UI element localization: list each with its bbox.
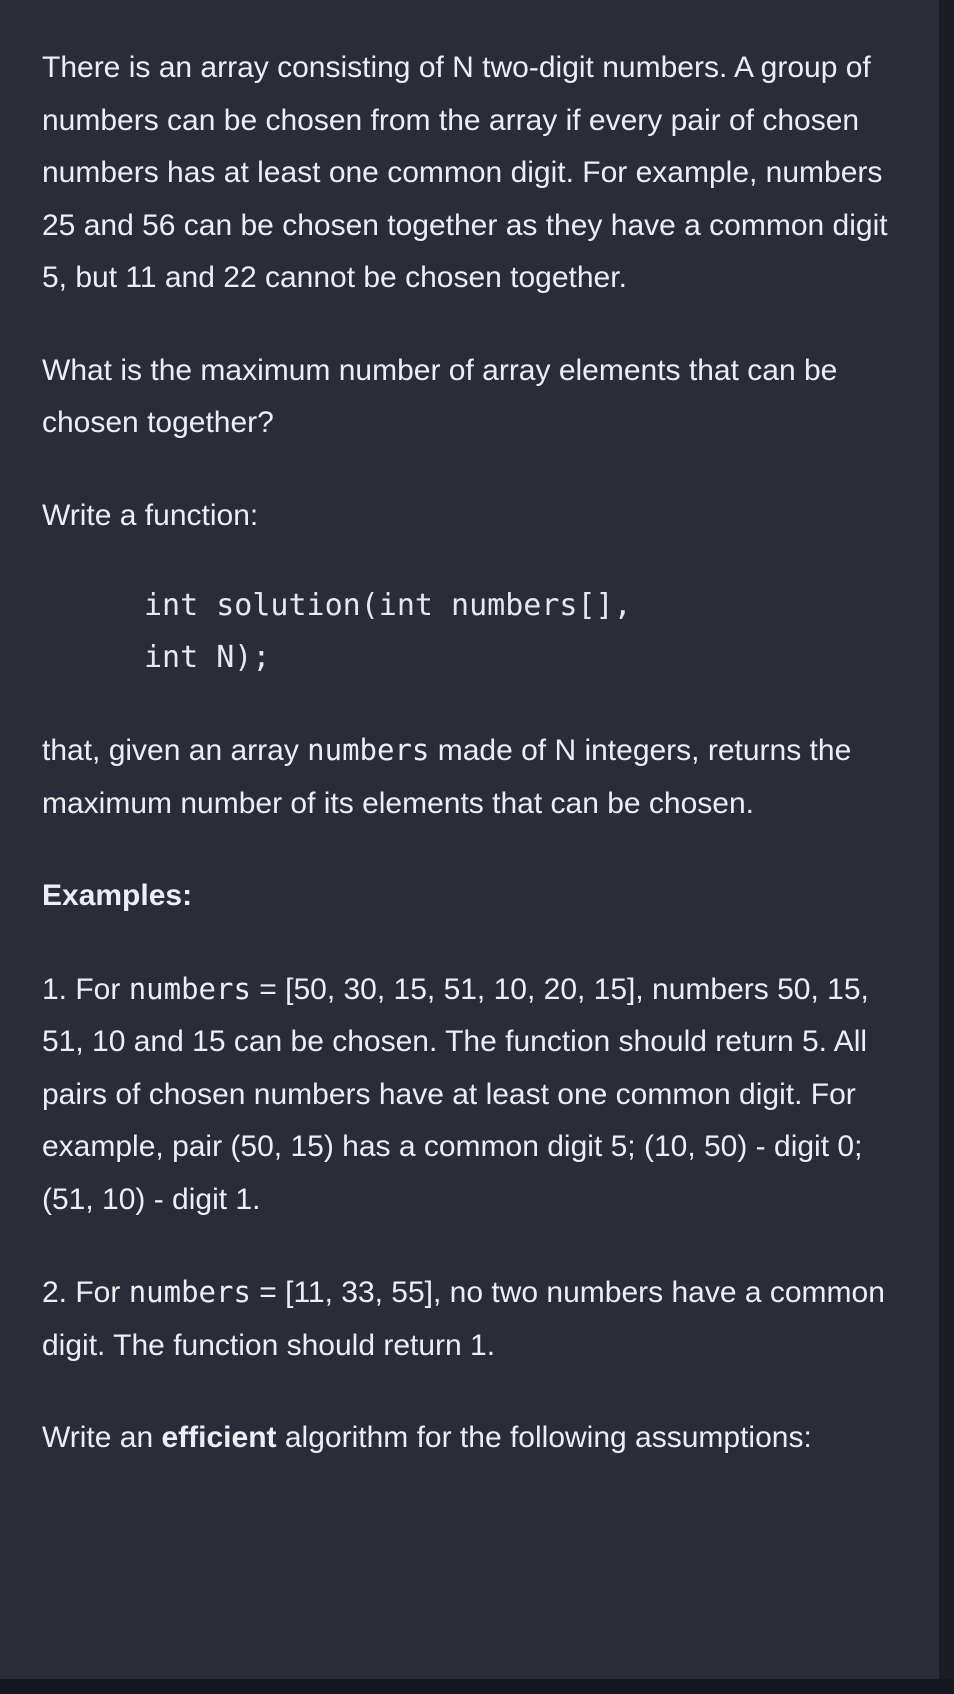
text: made of N integers, returns the maximum number of its elements that can be chosen.: [42, 734, 852, 820]
code-line: int N);: [144, 640, 271, 675]
question-paragraph: What is the maximum number of array elements that can be chosen together?: [42, 353, 838, 439]
text: 2. For: [42, 1276, 129, 1309]
text: = [11, 33, 55], no two numbers have a common digit. The function should return 1.: [42, 1276, 885, 1362]
example-1: [42, 963, 902, 1227]
text: that, given an array: [42, 734, 308, 767]
right-edge: [939, 0, 954, 1694]
emphasis: efficient: [161, 1421, 277, 1454]
inline-code: numbers: [128, 1275, 251, 1309]
bottom-edge: [0, 1679, 954, 1694]
inline-code: numbers: [307, 733, 430, 767]
text: Write an: [42, 1421, 162, 1454]
example-2: [42, 1266, 902, 1372]
text: 1. For: [42, 972, 129, 1006]
text: algorithm for the following assumptions:: [276, 1421, 812, 1454]
problem-statement: [42, 42, 902, 1465]
write-function-label: Write a function:: [42, 498, 259, 532]
function-description: [42, 724, 902, 830]
code-line: int solution(int numbers[],: [144, 588, 632, 623]
intro-paragraph: There is an array consisting of N two-digit numbers. A group of numbers can be chosen from the array if every pair of chosen numbers has at least one common digit. For example, numbers 25 and 56 can be chosen together as they have a common digit 5, but 11 and 22 cannot be chosen together.: [42, 51, 888, 294]
function-signature: [144, 580, 902, 684]
assumptions-intro: [42, 1412, 902, 1465]
inline-code: numbers: [128, 971, 251, 1006]
text: = [50, 30, 15, 51, 10, 20, 15], numbers 50, 15, 51, 10 and 15 can be chosen. The function should return 5. All pairs of chosen numbers have at least one common digit. For example, pair (50, 15) has a common digit 5; (10, 50) - digit 0; (51, 10) - digit 1.: [42, 972, 869, 1216]
examples-heading: Examples:: [42, 879, 193, 912]
